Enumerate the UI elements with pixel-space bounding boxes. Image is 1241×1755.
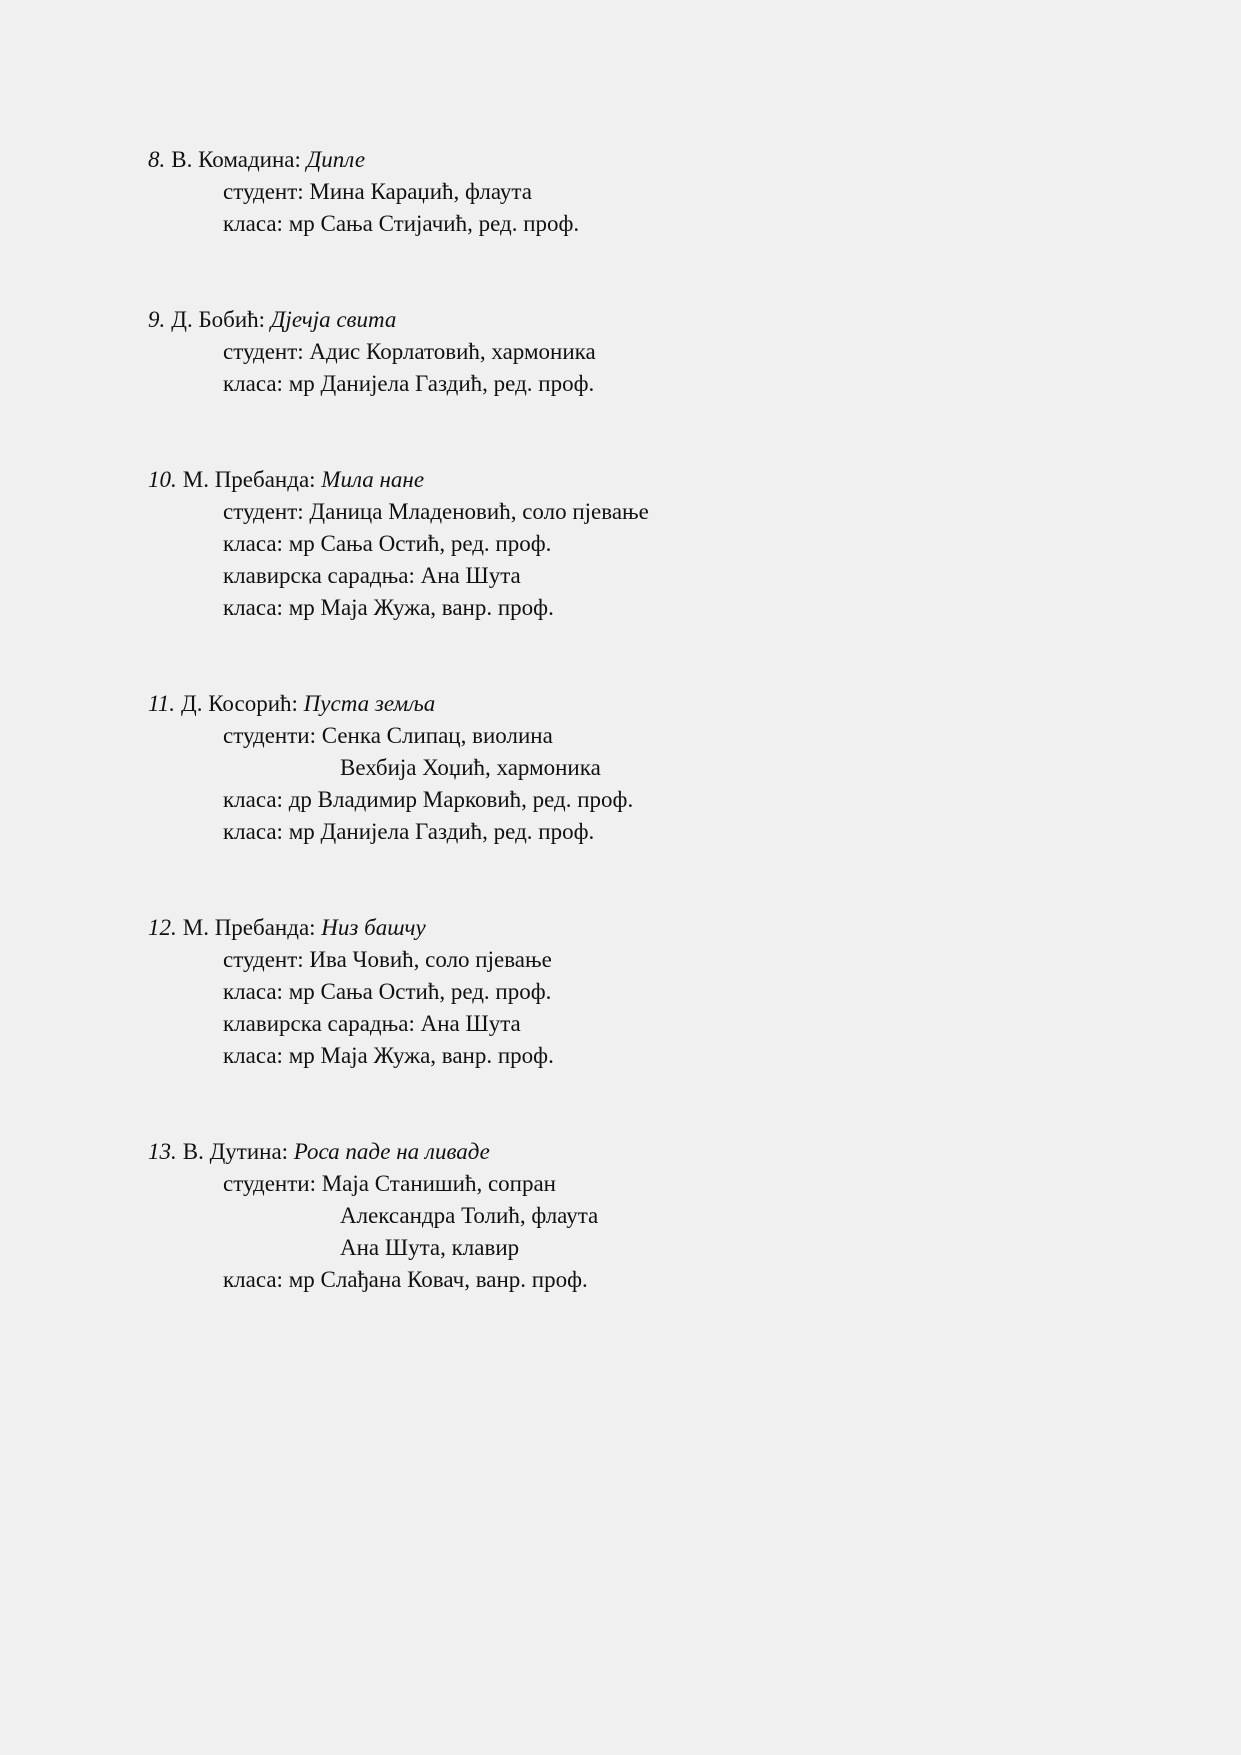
class-line: класа: мр Сања Остић, ред. проф.: [223, 979, 552, 1004]
performer-name: Ана Шута, клавир: [340, 1235, 520, 1260]
item-number: 10.: [148, 467, 177, 492]
program-item-10: [148, 464, 1048, 624]
piece-title: Низ башчу: [321, 915, 426, 940]
item-number: 9.: [148, 307, 166, 332]
concert-program-list: [148, 144, 1048, 1360]
composer: М. Пребанда:: [182, 467, 322, 492]
performer-continuation-line: [148, 752, 1048, 784]
class-line: класа: мр Сања Стијачић, ред. проф.: [223, 211, 580, 236]
program-item-8: [148, 144, 1048, 240]
item-number: 8.: [148, 147, 166, 172]
class-line: класа: мр Маја Жужа, ванр. проф.: [223, 595, 554, 620]
composer: В. Дутина:: [182, 1139, 294, 1164]
performer-line: студент: Адис Корлатовић, хармоника: [223, 339, 596, 364]
piece-title: Пуста земља: [303, 691, 436, 716]
program-item-13: [148, 1136, 1048, 1296]
performer-name: Александра Толић, флаута: [340, 1203, 599, 1228]
item-heading: [148, 304, 1048, 336]
composer: Д. Бобић:: [171, 307, 271, 332]
composer: М. Пребанда:: [182, 915, 322, 940]
item-number: 11.: [148, 691, 176, 716]
piece-title: Дипле: [306, 147, 366, 172]
class-line: класа: мр Маја Жужа, ванр. проф.: [223, 1043, 554, 1068]
program-item-11: [148, 688, 1048, 848]
piece-title: Дјечја свита: [270, 307, 397, 332]
class-line: класа: др Владимир Марковић, ред. проф.: [223, 787, 634, 812]
class-line: класа: мр Данијела Газдић, ред. проф.: [223, 371, 595, 396]
performer-line: студенти: Маја Станишић, сопран: [223, 1171, 556, 1196]
class-line: класа: мр Слађана Ковач, ванр. проф.: [223, 1267, 588, 1292]
accompanist-line: клавирска сарадња: Ана Шута: [223, 563, 521, 588]
performer-continuation-line: [148, 1200, 1048, 1232]
program-item-9: [148, 304, 1048, 400]
performer-line: студент: Ива Човић, соло пјевање: [223, 947, 552, 972]
composer: Д. Косорић:: [181, 691, 304, 716]
performer-name: Вехбија Хоџић, хармоника: [340, 755, 601, 780]
class-line: класа: мр Сања Остић, ред. проф.: [223, 531, 552, 556]
accompanist-line: клавирска сарадња: Ана Шута: [223, 1011, 521, 1036]
performer-continuation-line: [148, 1232, 1048, 1264]
piece-title: Мила нане: [321, 467, 425, 492]
piece-title: Роса паде на ливаде: [293, 1139, 490, 1164]
performer-line: студент: Даница Младеновић, соло пјевање: [223, 499, 649, 524]
item-number: 13.: [148, 1139, 177, 1164]
program-item-12: [148, 912, 1048, 1072]
item-heading: [148, 912, 1048, 944]
item-heading: [148, 688, 1048, 720]
class-line: класа: мр Данијела Газдић, ред. проф.: [223, 819, 595, 844]
item-heading: [148, 144, 1048, 176]
performer-line: студент: Мина Караџић, флаута: [223, 179, 532, 204]
item-heading: [148, 464, 1048, 496]
performer-line: студенти: Сенка Слипац, виолина: [223, 723, 553, 748]
item-number: 12.: [148, 915, 177, 940]
composer: В. Комадина:: [171, 147, 307, 172]
item-heading: [148, 1136, 1048, 1168]
